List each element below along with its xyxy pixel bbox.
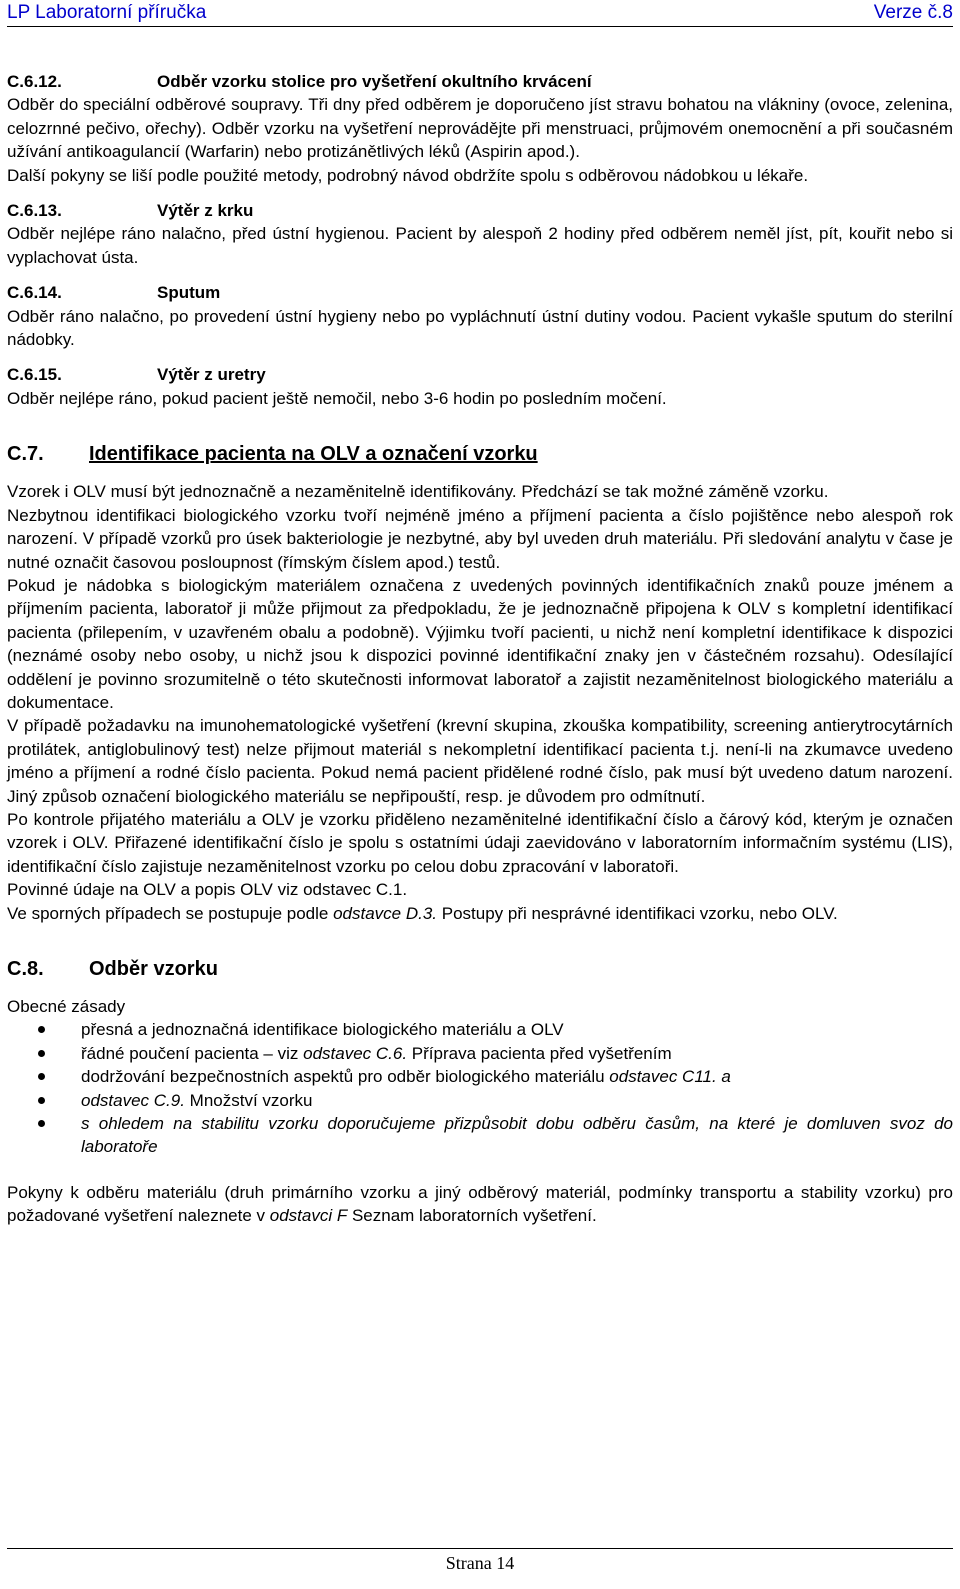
list-item [7,1065,953,1088]
text-run: Seznam laboratorních vyšetření. [347,1206,597,1226]
text-run: Pokyny k odběru materiálu (druh primárního vzorku a jiný odběrový materiál, podmínky transportu a stability vzorku) pro požadované vyšetření naleznete v [7,1182,953,1226]
text-run: Ve sporných případech se postupuje podle [7,903,334,923]
text-run: Postupy při nesprávné identifikaci vzorku, nebo OLV. [437,903,838,923]
paragraph: V případě požadavku na imunohematologické vyšetření (krevní skupina, zkouška kompatibility, screening antierytrocytárních protilátek, antiglobulinový test) nelze přijmout materiál s nekompletní identifikací pacienta t.j. není-li na zkumavce uvedeno jméno a příjmení a rodné číslo pacienta. Pokud nemá pacient přidělené rodné číslo, pak musí být uvedeno datum narození. Jiný způsob označení biologického materiálu se nepřipouští, resp. je důvodem pro odmítnutí. [7,716,953,806]
list-item [7,1018,953,1041]
subsection-number: C.6.15. [7,365,62,385]
text-run: přesná a jednoznačná identifikace biologického materiálu a OLV [81,1020,564,1040]
bullet-icon [38,1073,45,1080]
text-run: s ohledem na stabilitu vzorku doporučujeme přizpůsobit dobu odběru časům, na které je domluven svoz do laboratoře [81,1114,953,1157]
subsection-number: C.6.12. [7,72,62,91]
cross-reference: odstavec C.9. [81,1090,185,1110]
subsection-title: Sputum [157,283,221,303]
subsection-title: Odběr vzorku stolice pro vyšetření okultního krvácení [157,72,592,91]
subsection-number: C.6.14. [7,283,62,303]
cross-reference: odstavce D.3. [333,903,438,923]
page-number: Strana 14 [445,1553,515,1573]
text-run: dodržování bezpečnostních aspektů pro odběr biologického materiálu [81,1067,610,1087]
cross-reference: odstavec C11. a [609,1067,731,1087]
bullet-icon [38,1120,45,1127]
bullet-icon [38,1026,45,1033]
header-version: Verze č.8 [873,2,953,23]
header-title: LP Laboratorní příručka [7,2,207,23]
text-run: řádné poučení pacienta – viz [81,1043,304,1063]
subsection-title: Výtěr z uretry [157,365,266,385]
section-heading-c8 [7,955,953,983]
paragraph: Pokud je nádobka s biologickým materiálem označena z uvedených povinných identifikačních znaků pouze jménem a příjmením pacienta, laboratoř ji může přijmout za předpokladu, že je jednoznačně připojena k OLV s kompletní identifikací pacienta (přilepením, v uzavřeném obalu a podobně). Výjimku tvoří pacienti, u nichž není kompletní identifikace k dispozici (neznámé osoby nebo osoby, u nichž jsou k dispozici povinné identifikační znaky jen v částečném rozsahu). Odesílající oddělení je povinno srozumitelně o této skutečnosti informovat laboratoř a zajistit nezaměnitelnost biologického materiálu a dokumentace. [7,575,953,712]
section-number: C.8. [7,958,44,980]
document-body [7,70,953,1228]
paragraph: Nezbytnou identifikaci biologického vzorku tvoří nejméně jméno a příjmení pacienta a číslo pojištěnce nebo alespoň rok narození. V případě vzorků pro úsek bakteriologie je nezbytné, aby byl uveden druh materiálu. Při sledování analytu v čase je nutné označit časovou posloupnost (římským číslem apod.) testů. [7,505,953,572]
bullet-icon [38,1097,45,1104]
paragraph: Odběr do speciální odběrové soupravy. Tři dny před odběrem je doporučeno jíst stravu bohatou na vlákniny (ovoce, zelenina, celozrnné pečivo, ořechy). Odběr vzorku na vyšetření neprovádějte při menstruaci, průjmovém onemocnění a při současném užívání antikoagulancií (Warfarin) nebo protizánětlivých léků (Aspirin apod.). [7,95,953,162]
paragraph: Odběr nejlépe ráno, pokud pacient ještě nemočil, nebo 3-6 hodin po posledním močení. [7,388,667,408]
page-footer [7,1548,953,1574]
list-item [7,1112,953,1159]
subsection-number: C.6.13. [7,201,62,221]
bullet-list [7,1018,953,1158]
paragraph: Povinné údaje na OLV a popis OLV viz odstavec C.1. [7,880,408,900]
section-heading-c7 [7,440,953,468]
paragraph [7,902,953,925]
paragraph: Odběr ráno nalačno, po provedení ústní hygieny nebo po vypláchnutí ústní dutiny vodou. Pacient vykašle sputum do sterilní nádobky. [7,306,953,350]
bullet-icon [38,1050,45,1057]
paragraph: Vzorek i OLV musí být jednoznačně a nezaměnitelně identifikovány. Předchází se tak možné záměně vzorku. [7,482,829,502]
paragraph: Odběr nejlépe ráno nalačno, před ústní hygienou. Pacient by alespoň 2 hodiny před odběrem neměl jíst, pít, kouřit nebo si vyplachovat ústa. [7,224,953,267]
subsection-heading-c615 [7,363,953,386]
subsection-heading-c613 [7,199,953,222]
document-page [7,0,953,1589]
list-item [7,1042,953,1065]
subsection-title: Výtěr z krku [157,201,254,221]
section-number: C.7. [7,443,44,466]
text-run: Příprava pacienta před vyšetřením [407,1043,672,1063]
paragraph: Po kontrole přijatého materiálu a OLV je vzorku přiděleno nezaměnitelné identifikační číslo a čárový kód, kterým je označen vzorek i OLV. Přiřazené identifikační číslo je spolu s ostatními údaji zaevidováno v laboratorním informačním systému (LIS), identifikační číslo zajistuje nezaměnitelnost vzorku po celou dobu zpracování v laboratoři. [7,809,953,876]
subsection-heading-c614 [7,281,953,304]
paragraph [7,1181,953,1228]
section-title: Odběr vzorku [89,958,218,980]
running-header [7,0,953,27]
cross-reference: odstavec C.6. [303,1043,408,1063]
section-title: Identifikace pacienta na OLV a označení vzorku [89,443,538,466]
subsection-heading-c612 [7,70,953,93]
text-run: Množství vzorku [184,1090,313,1110]
list-item [7,1089,953,1112]
cross-reference: odstavci F [269,1206,348,1226]
paragraph: Obecné zásady [7,997,126,1016]
paragraph: Další pokyny se liší podle použité metody, podrobný návod obdržíte spolu s odběrovou nádobkou u lékaře. [7,165,809,185]
